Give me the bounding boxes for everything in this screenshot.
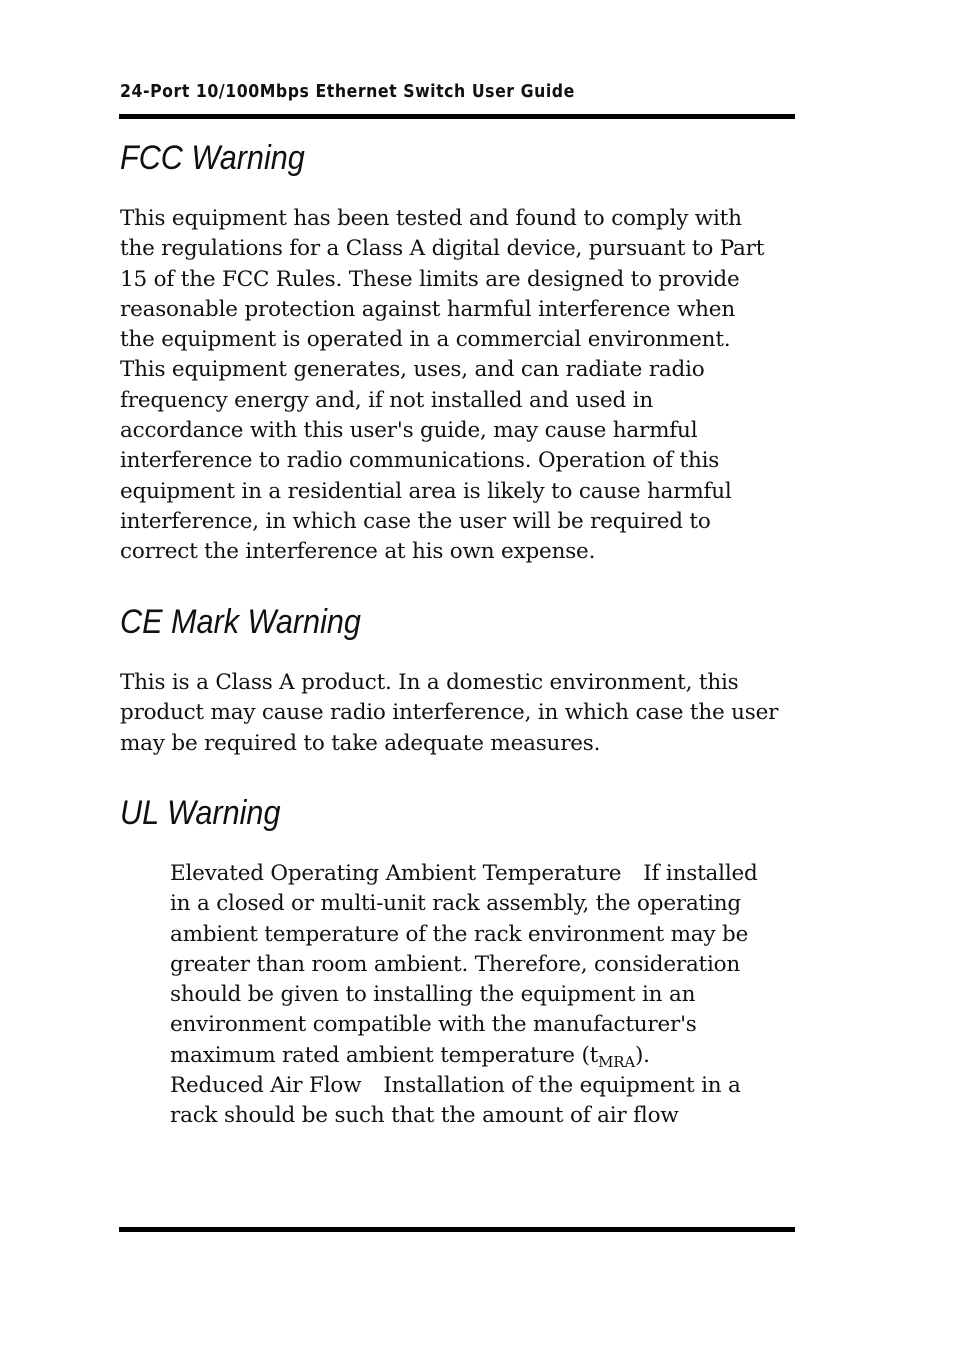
ul-warning-body [170,859,810,1132]
footer-rule [119,1227,795,1232]
paragraph-line: rack should be such that the amount of air flow [170,1103,679,1129]
fcc-warning-heading: FCC Warning [120,139,305,177]
paragraph-line: This is a Class A product. In a domestic environment, this [120,670,739,695]
ce-mark-warning-body [120,668,810,759]
ce-mark-warning-heading: CE Mark Warning [120,603,361,641]
paragraph-line: reasonable protection against harmful interference when [120,296,735,322]
paragraph-line: the regulations for a Class A digital device, pursuant to Part [120,236,765,262]
paragraph-line: greater than room ambient. Therefore, consideration [170,951,741,977]
temperature-subscript: MRA [598,1052,635,1071]
ul-warning-heading: UL Warning [120,794,281,832]
paragraph-line: the equipment is operated in a commercial environment. [120,327,731,353]
ul-item-reduced-air-flow [170,1071,810,1101]
paragraph-line: 15 of the FCC Rules. These limits are designed to provide [120,266,740,292]
temperature-suffix: ). [634,1042,650,1068]
paragraph-line [170,1041,810,1071]
paragraph-line: frequency energy and, if not installed and used in [120,387,653,413]
ul-item-title: Reduced Air Flow [170,1073,362,1099]
page-header-title: 24-Port 10/100Mbps Ethernet Switch User Guide [120,82,575,102]
paragraph-line: This equipment generates, uses, and can radiate radio [120,357,705,383]
paragraph-line: accordance with this user's guide, may cause harmful [120,418,698,444]
fcc-warning-body [120,204,810,568]
paragraph-line: may be required to take adequate measures. [120,730,601,756]
paragraph-line: correct the interference at his own expense. [120,539,596,565]
paragraph-line: equipment in a residential area is likely to cause harmful [120,478,732,504]
paragraph-line: in a closed or multi-unit rack assembly, the operating [170,891,741,917]
temperature-text: maximum rated ambient temperature (t [170,1042,599,1068]
ul-item-text: Installation of the equipment in a [383,1073,741,1099]
paragraph-line: This equipment has been tested and found to comply with [120,206,742,231]
header-rule [119,114,795,119]
paragraph-line: product may cause radio interference, in which case the user [120,700,779,726]
paragraph-line: ambient temperature of the rack environment may be [170,921,749,947]
ul-item-title: Elevated Operating Ambient Temperature [170,861,622,886]
paragraph-line: interference to radio communications. Operation of this [120,448,720,474]
paragraph-line: should be given to installing the equipment in an [170,982,696,1008]
paragraph-line: environment compatible with the manufacturer's [170,1012,697,1038]
ul-item-elevated-temperature [170,859,810,889]
paragraph-line: interference, in which case the user will be required to [120,508,711,534]
ul-item-text: If installed [643,861,758,886]
